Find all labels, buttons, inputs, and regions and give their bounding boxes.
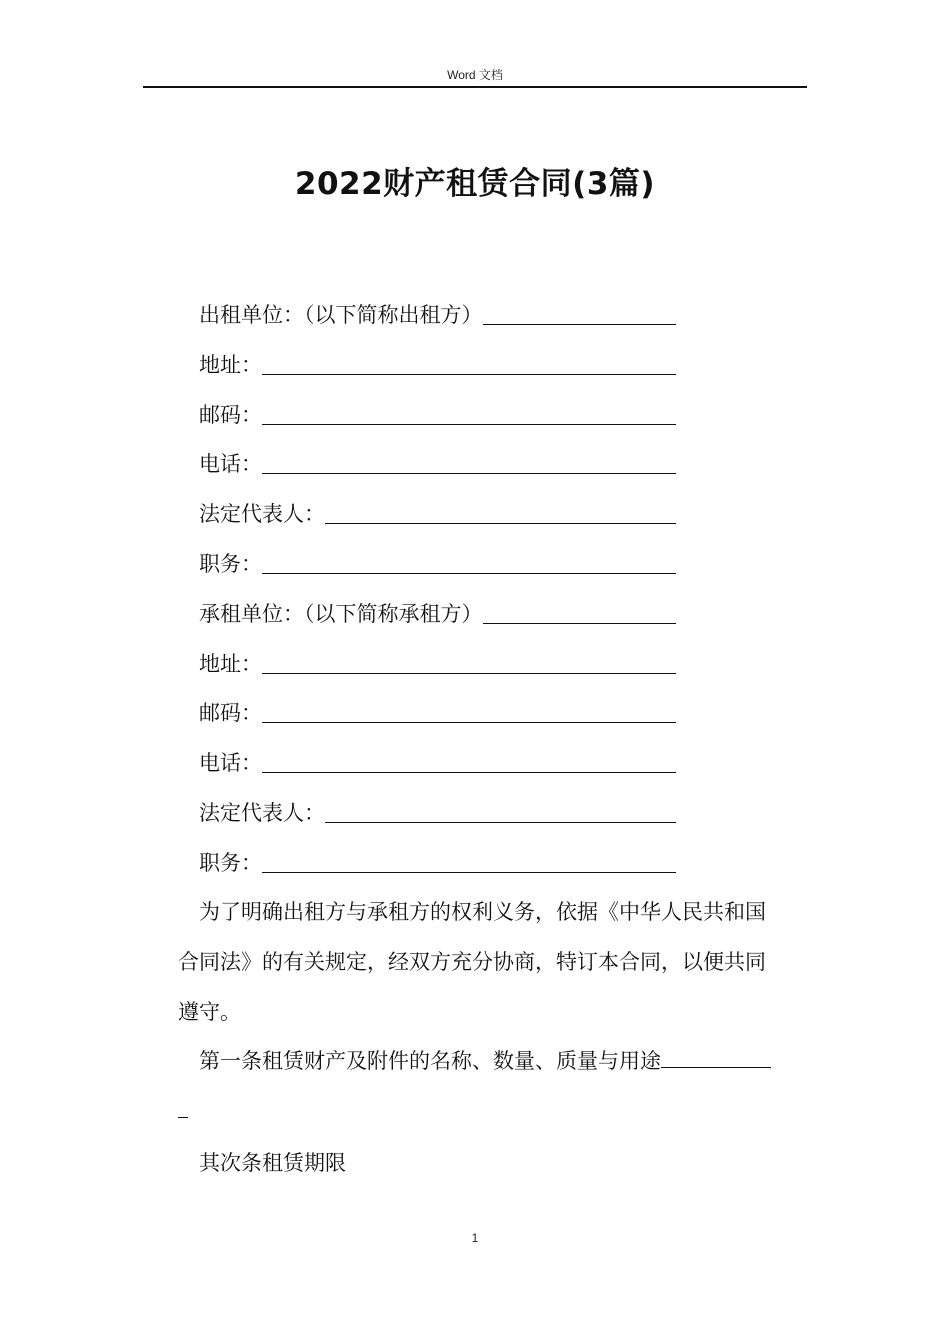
- article-1-blank-continued: [178, 1116, 188, 1118]
- field-blank-line: [262, 569, 676, 574]
- field-blank-line: [325, 818, 676, 823]
- field-row: [199, 599, 676, 629]
- page-number: 1: [471, 1231, 479, 1245]
- field-label: 邮码：: [199, 403, 262, 427]
- field-label: 法定代表人：: [199, 801, 325, 825]
- paragraph-line-2: 合同法》的有关规定，经双方充分协商，特订本合同，以便共同: [178, 950, 766, 974]
- paragraph-line-3: 遵守。: [178, 1000, 241, 1024]
- field-blank-line: [262, 718, 676, 723]
- field-row: [199, 848, 676, 878]
- article-1-continuation: [178, 1096, 188, 1126]
- field-row: [199, 698, 676, 728]
- field-blank-line: [325, 519, 676, 524]
- field-label: 邮码：: [199, 701, 262, 725]
- field-blank-line: [262, 868, 676, 873]
- field-blank-line: [262, 768, 676, 773]
- field-blank-line: [262, 370, 676, 375]
- field-row: [199, 499, 676, 529]
- field-label: 地址：: [199, 353, 262, 377]
- page-header: Word 文档: [447, 68, 503, 82]
- field-row: [199, 549, 676, 579]
- article-1: [199, 1046, 771, 1076]
- field-row: [199, 400, 676, 430]
- header-rule: [143, 86, 807, 88]
- field-row: [199, 449, 676, 479]
- field-row: [199, 748, 676, 778]
- field-row: [199, 798, 676, 828]
- field-label: 电话：: [199, 452, 262, 476]
- field-row: [199, 350, 676, 380]
- field-label: 地址：: [199, 652, 262, 676]
- field-label: 出租单位：（以下简称出租方）: [199, 303, 483, 327]
- field-blank-line: [483, 320, 677, 325]
- field-label: 法定代表人：: [199, 502, 325, 526]
- field-blank-line: [262, 420, 676, 425]
- document-title: 2022财产租赁合同(3篇): [294, 166, 656, 202]
- field-blank-line: [262, 669, 676, 674]
- field-label: 职务：: [199, 851, 262, 875]
- field-label: 职务：: [199, 552, 262, 576]
- field-row: [199, 649, 676, 679]
- article-1-blank: [661, 1066, 771, 1068]
- paragraph-line-1: 为了明确出租方与承租方的权利义务，依据《中华人民共和国: [199, 900, 766, 924]
- field-label: 电话：: [199, 751, 262, 775]
- article-2: 其次条租赁期限: [199, 1151, 346, 1175]
- article-1-text: 第一条租赁财产及附件的名称、数量、质量与用途: [199, 1049, 661, 1073]
- field-blank-line: [483, 619, 677, 624]
- field-label: 承租单位：（以下简称承租方）: [199, 602, 483, 626]
- field-blank-line: [262, 469, 676, 474]
- field-row: [199, 300, 676, 330]
